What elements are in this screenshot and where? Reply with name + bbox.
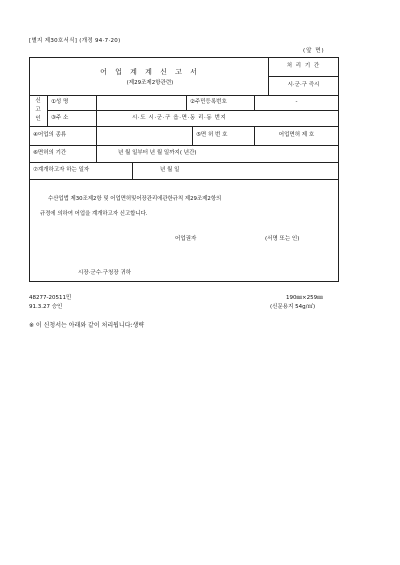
processing-divider bbox=[268, 76, 339, 77]
processing-period-label: 처 리 기 간 bbox=[286, 63, 321, 69]
processing-period-value: 시·군·구 즉시 bbox=[287, 82, 320, 88]
license-period-divider bbox=[96, 145, 97, 162]
applicant-group-label-3: 인 bbox=[35, 116, 41, 122]
page-side-label: (앞 면) bbox=[303, 48, 325, 54]
license-number-value: 어업면허 제 호 bbox=[278, 132, 315, 138]
name-label: ①성 명 bbox=[51, 99, 69, 105]
approval-date: 91.3.27 승인 bbox=[29, 304, 63, 310]
addressee: 시장·군수·구청장 귀하 bbox=[78, 270, 132, 276]
address-label: ③주 소 bbox=[51, 115, 69, 121]
license-label-divider-left bbox=[192, 126, 193, 145]
license-period-value: 년 월 일부터 년 월 일까지( 년간) bbox=[118, 150, 197, 156]
fishery-type-label: ④어업의 종류 bbox=[33, 132, 67, 138]
form-code: 48277-20511민 bbox=[29, 295, 72, 301]
paper-type: (신문용지 54g/㎡) bbox=[270, 304, 316, 310]
row-divider-4 bbox=[29, 145, 339, 146]
id-label-divider-left bbox=[186, 95, 187, 110]
paper-size: 190㎜×259㎜ bbox=[286, 295, 323, 301]
declaration-text-line-2: 규정에 의하여 어업을 계개하고자 신고합니다. bbox=[40, 211, 148, 217]
license-period-label: ⑥면허의 기간 bbox=[33, 150, 67, 156]
applicant-group-label-1: 신 bbox=[35, 98, 41, 104]
license-number-label: ⑤면 허 번 호 bbox=[196, 132, 228, 138]
signature-label: (서명 또는 인) bbox=[265, 236, 300, 242]
row-divider-1 bbox=[29, 95, 339, 96]
resume-date-label: ⑦계개하고자 하는 일자 bbox=[33, 167, 90, 173]
resume-date-divider bbox=[132, 162, 133, 179]
row-divider-5 bbox=[29, 162, 339, 163]
fishery-type-divider bbox=[96, 126, 97, 145]
id-number-label: ②주민등록번호 bbox=[190, 99, 227, 105]
row-divider-6 bbox=[29, 179, 339, 180]
address-value: 시·도 시·군·구 읍·면·동 리·동 번지 bbox=[132, 115, 227, 121]
form-reference: [별지 제30호서식] (개정 94·7·20) bbox=[29, 38, 121, 44]
form-subtitle: (제29조제2항관련) bbox=[126, 80, 174, 86]
resume-date-value: 년 월 일 bbox=[160, 167, 180, 173]
id-number-value: - bbox=[295, 99, 298, 105]
processing-note: ※ 이 신청서는 아래와 같이 처리됩니다:생략 bbox=[29, 322, 145, 329]
applicant-group-divider bbox=[47, 95, 48, 126]
reporter-label: 어업권자 bbox=[175, 236, 197, 242]
applicant-group-label-2: 고 bbox=[35, 107, 41, 113]
row-divider-3 bbox=[29, 126, 339, 127]
row-divider-2 bbox=[47, 110, 339, 111]
form-title: 어 업 계 계 신 고 서 bbox=[100, 68, 200, 76]
name-label-divider bbox=[96, 95, 97, 126]
declaration-text-line-1: 수산업법 제30조제2항 및 어업면허및어장관리에관한규칙 제29조제2항의 bbox=[48, 196, 222, 202]
